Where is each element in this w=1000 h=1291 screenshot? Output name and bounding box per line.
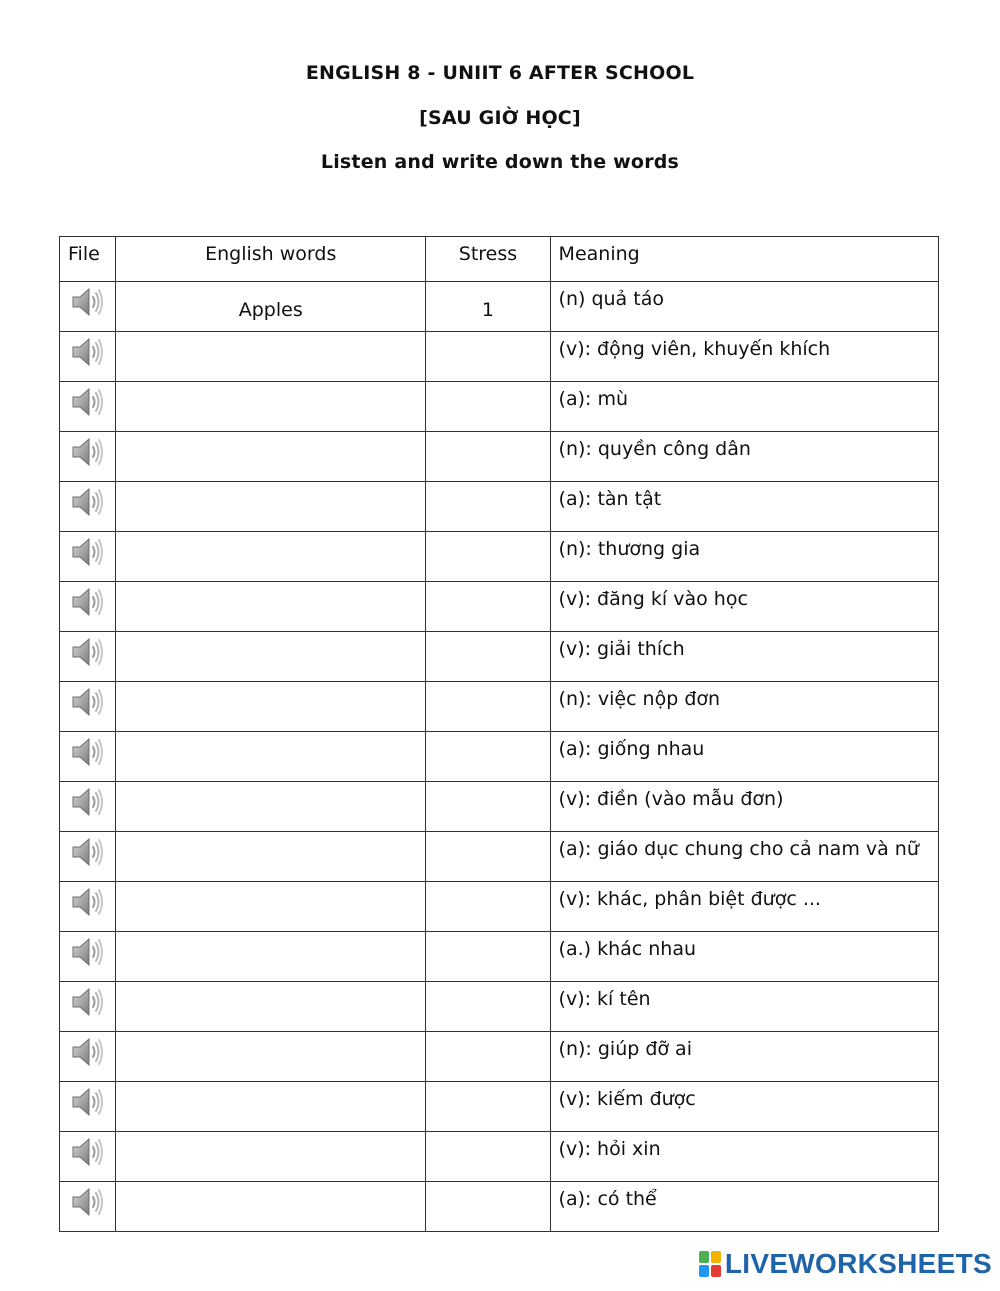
meaning-cell	[550, 832, 938, 882]
english-word-cell	[116, 732, 426, 782]
english-word-cell	[116, 1182, 426, 1232]
worksheet-subtitle: [SAU GIỜ HỌC]	[419, 107, 581, 129]
meaning-text: (n) quả táo	[558, 288, 664, 310]
stress-input[interactable]	[426, 532, 549, 581]
speaker-icon[interactable]	[70, 636, 106, 668]
file-cell	[60, 882, 116, 932]
meaning-text: (a): có thể	[558, 1188, 657, 1210]
meaning-cell	[550, 782, 938, 832]
stress-cell	[426, 632, 550, 682]
stress-cell	[426, 782, 550, 832]
meaning-cell	[550, 282, 938, 332]
speaker-icon[interactable]	[70, 986, 106, 1018]
meaning-text: (v): khác, phân biệt được ...	[558, 888, 821, 910]
table-row	[60, 682, 939, 732]
vocabulary-table	[59, 236, 939, 1232]
meaning-text: (n): giúp đỡ ai	[558, 1038, 692, 1060]
file-cell	[60, 582, 116, 632]
stress-cell	[426, 432, 550, 482]
table-row	[60, 732, 939, 782]
english-word-input[interactable]	[116, 682, 425, 731]
table-row	[60, 982, 939, 1032]
stress-input[interactable]	[426, 332, 549, 381]
meaning-cell	[550, 1132, 938, 1182]
meaning-cell	[550, 582, 938, 632]
speaker-icon[interactable]	[70, 736, 106, 768]
speaker-icon[interactable]	[70, 836, 106, 868]
meaning-text: (v): điền (vào mẫu đơn)	[558, 788, 784, 810]
file-cell	[60, 732, 116, 782]
stress-input[interactable]	[426, 632, 549, 681]
english-word-input[interactable]	[116, 732, 425, 781]
stress-input[interactable]	[426, 882, 549, 931]
stress-input[interactable]	[426, 782, 549, 831]
stress-cell	[426, 482, 550, 532]
table-row	[60, 1132, 939, 1182]
english-word-cell	[116, 932, 426, 982]
speaker-icon[interactable]	[70, 436, 106, 468]
speaker-icon[interactable]	[70, 536, 106, 568]
table-row	[60, 532, 939, 582]
english-word-input[interactable]	[116, 932, 425, 981]
english-word-cell	[116, 1132, 426, 1182]
meaning-cell	[550, 882, 938, 932]
english-word-input[interactable]	[116, 782, 425, 831]
meaning-text: (a): giống nhau	[558, 738, 705, 760]
english-word-cell	[116, 832, 426, 882]
file-cell	[60, 1082, 116, 1132]
stress-input[interactable]	[426, 982, 549, 1031]
english-word-input[interactable]	[116, 382, 425, 431]
table-row	[60, 882, 939, 932]
stress-input[interactable]	[426, 432, 549, 481]
stress-cell	[426, 732, 550, 782]
table-row	[60, 482, 939, 532]
table-row	[60, 632, 939, 682]
meaning-cell	[550, 482, 938, 532]
english-word-cell	[116, 582, 426, 632]
liveworksheets-brand	[699, 1249, 992, 1279]
stress-cell	[426, 932, 550, 982]
table-row	[60, 1032, 939, 1082]
file-cell	[60, 282, 116, 332]
file-cell	[60, 1032, 116, 1082]
table-row	[60, 932, 939, 982]
meaning-text: (v): kí tên	[558, 988, 651, 1010]
table-row	[60, 382, 939, 432]
meaning-cell	[550, 1082, 938, 1132]
english-word-cell	[116, 632, 426, 682]
speaker-icon[interactable]	[70, 1086, 106, 1118]
stress-input[interactable]	[426, 1182, 549, 1231]
file-cell	[60, 1182, 116, 1232]
english-word-cell	[116, 982, 426, 1032]
column-header-meaning: Meaning	[550, 237, 938, 282]
meaning-text: (n): thương gia	[558, 538, 701, 560]
table-row	[60, 1182, 939, 1232]
speaker-icon[interactable]	[70, 486, 106, 518]
file-cell	[60, 482, 116, 532]
stress-cell	[426, 332, 550, 382]
english-word-input[interactable]	[116, 1032, 425, 1081]
speaker-icon[interactable]	[70, 936, 106, 968]
english-word-cell	[116, 482, 426, 532]
stress-input[interactable]	[426, 732, 549, 781]
meaning-text: (a.) khác nhau	[558, 938, 697, 960]
english-word-cell	[116, 882, 426, 932]
meaning-cell	[550, 682, 938, 732]
file-cell	[60, 782, 116, 832]
meaning-text: (v): hỏi xin	[558, 1138, 661, 1160]
column-header-file: File	[60, 237, 116, 282]
stress-input[interactable]	[426, 382, 549, 431]
meaning-text: (v): giải thích	[558, 638, 685, 660]
table-row	[60, 432, 939, 482]
english-word-cell	[116, 682, 426, 732]
english-word-input[interactable]	[116, 532, 425, 581]
meaning-cell	[550, 1182, 938, 1232]
meaning-cell	[550, 332, 938, 382]
meaning-cell	[550, 382, 938, 432]
english-word-input[interactable]	[116, 1132, 425, 1181]
meaning-cell	[550, 632, 938, 682]
file-cell	[60, 632, 116, 682]
stress-cell	[426, 882, 550, 932]
speaker-icon[interactable]	[70, 586, 106, 618]
meaning-cell	[550, 532, 938, 582]
file-cell	[60, 432, 116, 482]
meaning-cell	[550, 982, 938, 1032]
stress-input[interactable]	[426, 682, 549, 731]
stress-cell	[426, 282, 550, 332]
stress-cell	[426, 1132, 550, 1182]
english-word-input[interactable]	[116, 882, 425, 931]
stress-input[interactable]	[426, 1082, 549, 1131]
speaker-icon[interactable]	[70, 686, 106, 718]
meaning-text: (n): quyền công dân	[558, 438, 751, 460]
english-word-input[interactable]	[116, 282, 425, 331]
english-word-cell	[116, 782, 426, 832]
speaker-icon[interactable]	[70, 286, 106, 318]
english-word-input[interactable]	[116, 482, 425, 531]
file-cell	[60, 932, 116, 982]
speaker-icon[interactable]	[70, 386, 106, 418]
file-cell	[60, 982, 116, 1032]
english-word-input[interactable]	[116, 1082, 425, 1131]
column-header-english-words: English words	[116, 237, 426, 282]
speaker-icon[interactable]	[70, 1036, 106, 1068]
english-word-input[interactable]	[116, 632, 425, 681]
english-word-cell	[116, 1032, 426, 1082]
stress-cell	[426, 1032, 550, 1082]
file-cell	[60, 532, 116, 582]
meaning-text: (a): mù	[558, 388, 629, 410]
english-word-cell	[116, 1082, 426, 1132]
stress-input[interactable]	[426, 582, 549, 631]
meaning-text: (v): động viên, khuyến khích	[558, 338, 831, 360]
stress-input[interactable]	[426, 1032, 549, 1081]
speaker-icon[interactable]	[70, 1136, 106, 1168]
stress-cell	[426, 532, 550, 582]
table-row	[60, 332, 939, 382]
meaning-cell	[550, 932, 938, 982]
liveworksheets-logo	[699, 1251, 721, 1277]
english-word-input[interactable]	[116, 332, 425, 381]
worksheet-title: ENGLISH 8 - UNIIT 6 AFTER SCHOOL	[305, 62, 695, 84]
stress-input[interactable]	[426, 482, 549, 531]
stress-input[interactable]	[426, 832, 549, 881]
english-word-cell	[116, 332, 426, 382]
speaker-icon[interactable]	[70, 886, 106, 918]
stress-input[interactable]	[426, 932, 549, 981]
file-cell	[60, 382, 116, 432]
table-header-row	[60, 237, 939, 282]
brand-name: LIVEWORKSHEETS	[724, 1248, 992, 1279]
english-word-cell	[116, 282, 426, 332]
file-cell	[60, 332, 116, 382]
table-row	[60, 582, 939, 632]
meaning-text: (v): đăng kí vào học	[558, 588, 748, 610]
table-row	[60, 282, 939, 332]
table-row	[60, 832, 939, 882]
english-word-cell	[116, 432, 426, 482]
speaker-icon[interactable]	[70, 336, 106, 368]
english-word-cell	[116, 382, 426, 432]
english-word-input[interactable]	[116, 982, 425, 1031]
column-header-stress: Stress	[426, 237, 550, 282]
english-word-input[interactable]	[116, 1182, 425, 1231]
file-cell	[60, 1132, 116, 1182]
speaker-icon[interactable]	[70, 786, 106, 818]
stress-cell	[426, 682, 550, 732]
table-row	[60, 1082, 939, 1132]
meaning-text: (v): kiếm được	[558, 1088, 696, 1110]
english-word-cell	[116, 532, 426, 582]
english-word-input[interactable]	[116, 582, 425, 631]
stress-cell	[426, 382, 550, 432]
meaning-text: (n): việc nộp đơn	[558, 688, 721, 710]
stress-cell	[426, 982, 550, 1032]
file-cell	[60, 832, 116, 882]
stress-cell	[426, 832, 550, 882]
stress-cell	[426, 582, 550, 632]
file-cell	[60, 682, 116, 732]
stress-cell	[426, 1082, 550, 1132]
speaker-icon[interactable]	[70, 1186, 106, 1218]
stress-input[interactable]	[426, 1132, 549, 1181]
english-word-input[interactable]	[116, 832, 425, 881]
meaning-cell	[550, 1032, 938, 1082]
stress-input[interactable]	[426, 282, 549, 331]
meaning-text: (a): tàn tật	[558, 488, 662, 510]
worksheet-instruction: Listen and write down the words	[320, 151, 680, 173]
meaning-cell	[550, 732, 938, 782]
meaning-cell	[550, 432, 938, 482]
meaning-text: (a): giáo dục chung cho cả nam và nữ	[558, 838, 919, 860]
english-word-input[interactable]	[116, 432, 425, 481]
table-row	[60, 782, 939, 832]
stress-cell	[426, 1182, 550, 1232]
